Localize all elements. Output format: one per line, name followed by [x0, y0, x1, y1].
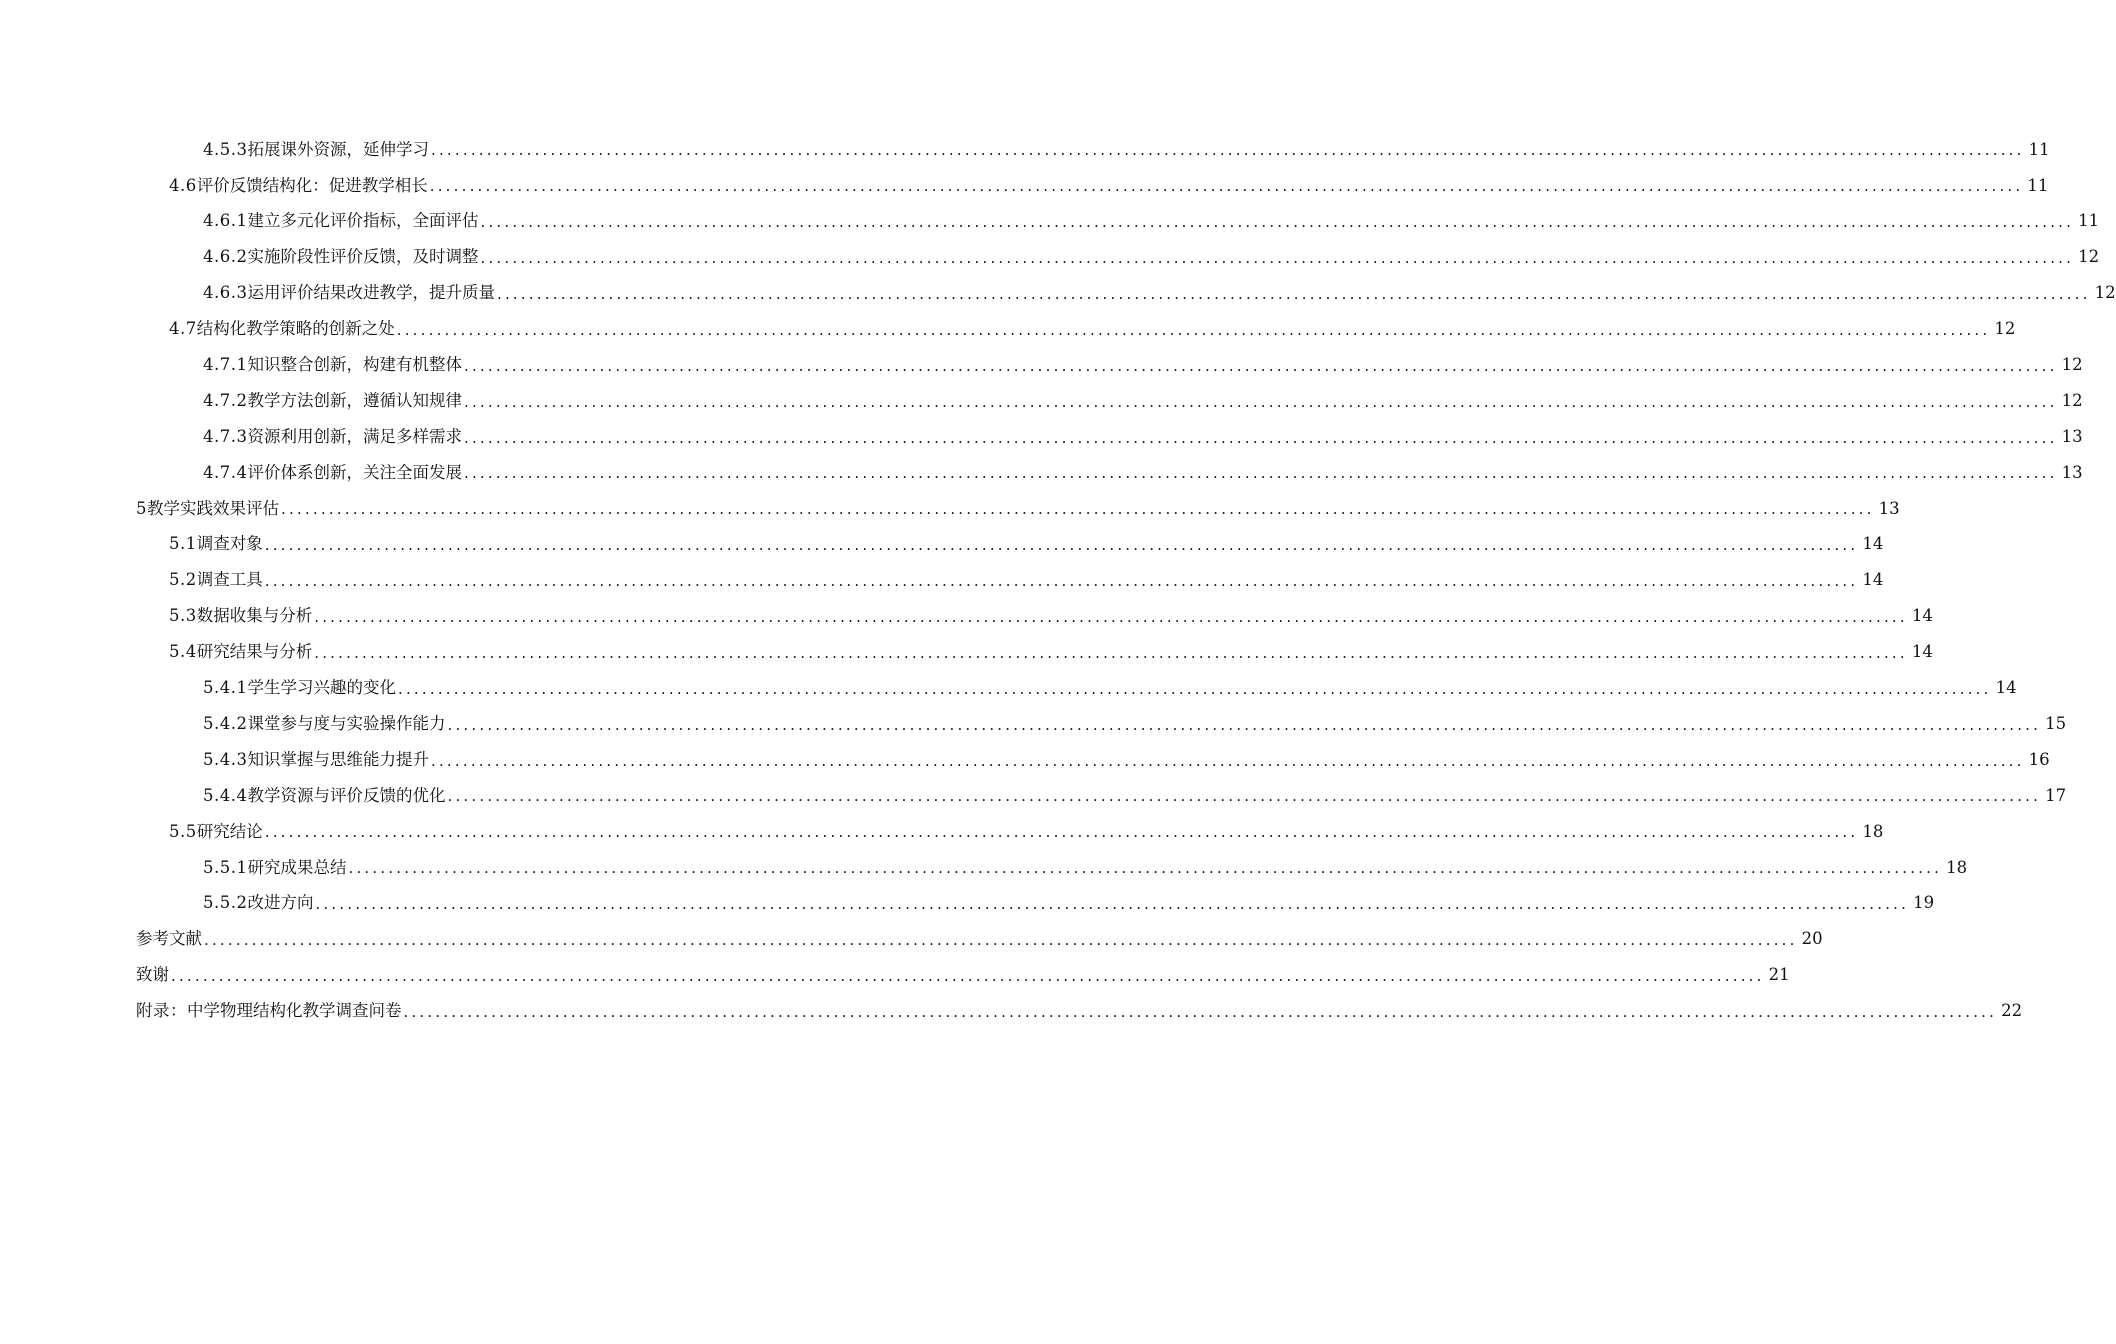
toc-entry[interactable]	[0, 455, 2083, 491]
toc-entry-title: 数据收集与分析	[196, 606, 313, 626]
toc-entry[interactable]	[0, 311, 2016, 347]
toc-dot-leader: ........................................................................................................................................................................................................	[264, 823, 1859, 842]
toc-dot-leader: ........................................................................................................................................................................................................	[264, 572, 1859, 591]
toc-entry[interactable]	[0, 168, 2049, 204]
toc-entry-number: 4.6.3	[203, 283, 248, 303]
toc-dot-leader: ........................................................................................................................................................................................................	[264, 536, 1859, 555]
toc-entry[interactable]	[0, 240, 2100, 276]
toc-entry-number: 5.1	[169, 534, 197, 554]
toc-entry-page-number: 12	[2061, 390, 2083, 410]
toc-dot-leader: ........................................................................................................................................................................................................	[480, 249, 2075, 268]
toc-entry[interactable]	[0, 527, 1884, 563]
toc-dot-leader: ........................................................................................................................................................................................................	[463, 428, 2058, 447]
toc-entry-title: 资源利用创新，满足多样需求	[247, 426, 462, 446]
toc-entry-number: 5.5.2	[203, 893, 248, 913]
toc-entry-page-number: 16	[2028, 749, 2050, 769]
toc-dot-leader: ........................................................................................................................................................................................................	[480, 213, 2075, 232]
toc-entry-number: 5.5	[169, 821, 197, 841]
toc-dot-leader: ........................................................................................................................................................................................................	[496, 285, 2091, 303]
toc-entry-title: 调查对象	[196, 534, 263, 554]
toc-entry-page-number: 12	[2078, 247, 2100, 267]
toc-entry-title: 教学方法创新，遵循认知规律	[247, 390, 462, 410]
toc-entry-page-number: 12	[2094, 283, 2116, 303]
toc-entry[interactable]	[0, 347, 2083, 383]
toc-entry[interactable]	[0, 599, 1933, 635]
toc-entry-title: 研究成果总结	[247, 857, 347, 877]
toc-entry-page-number: 14	[1911, 606, 1933, 626]
toc-entry-page-number: 13	[2061, 426, 2083, 446]
toc-dot-leader: ........................................................................................................................................................................................................	[171, 966, 1765, 985]
toc-entry[interactable]	[0, 204, 2100, 240]
toc-entry[interactable]	[0, 132, 2050, 168]
toc-entry-page-number: 14	[1862, 570, 1884, 590]
toc-entry[interactable]	[0, 993, 2023, 1029]
toc-entry[interactable]	[0, 886, 1935, 922]
toc-dot-leader: ........................................................................................................................................................................................................	[429, 177, 2024, 196]
toc-entry-number: 5.4.3	[203, 749, 248, 769]
toc-entry-number: 5	[136, 498, 147, 518]
toc-entry-page-number: 12	[2061, 355, 2083, 375]
toc-entry-number: 4.7.1	[203, 355, 248, 375]
toc-entry-title: 实施阶段性评价反馈，及时调整	[247, 247, 479, 267]
toc-dot-leader: ........................................................................................................................................................................................................	[314, 643, 1908, 662]
toc-entry-number: 5.2	[169, 570, 197, 590]
toc-entry-number: 4.7.2	[203, 390, 248, 410]
toc-dot-leader: ........................................................................................................................................................................................................	[396, 320, 1991, 339]
toc-entry-number: 4.7.3	[203, 426, 248, 446]
toc-entry-number: 5.4.1	[203, 678, 248, 698]
toc-entry-title: 知识整合创新，构建有机整体	[247, 355, 462, 375]
toc-entry-number: 4.6.1	[203, 211, 248, 231]
toc-entry-number: 5.4.2	[203, 713, 248, 733]
toc-dot-leader: ........................................................................................................................................................................................................	[314, 608, 1908, 627]
toc-entry[interactable]	[0, 670, 2017, 706]
toc-entry[interactable]	[0, 778, 2067, 814]
toc-entry-page-number: 19	[1913, 893, 1935, 913]
toc-entry-page-number: 18	[1946, 857, 1968, 877]
toc-entry-page-number: 11	[2028, 139, 2050, 159]
toc-dot-leader: ........................................................................................................................................................................................................	[281, 500, 1875, 519]
toc-entry-number: 4.5.3	[203, 139, 248, 159]
toc-dot-leader: ........................................................................................................................................................................................................	[315, 895, 1910, 914]
toc-entry-page-number: 15	[2045, 713, 2067, 733]
toc-entry[interactable]	[0, 957, 1790, 993]
toc-entry[interactable]	[0, 814, 1884, 850]
toc-entry-page-number: 12	[1994, 319, 2016, 339]
toc-entry[interactable]	[0, 563, 1884, 599]
toc-entry-page-number: 17	[2045, 785, 2067, 805]
toc-entry-number: 4.7	[169, 319, 197, 339]
toc-dot-leader: ........................................................................................................................................................................................................	[463, 356, 2058, 375]
toc-entry-title: 参考文献	[136, 929, 202, 949]
toc-entry-page-number: 13	[1878, 498, 1900, 518]
toc-dot-leader: ........................................................................................................................................................................................................	[447, 787, 2042, 806]
toc-entry-page-number: 20	[1801, 929, 1823, 949]
toc-entry-page-number: 13	[2061, 462, 2083, 482]
toc-entry-number: 4.6.2	[203, 247, 248, 267]
toc-entry-title: 拓展课外资源，延伸学习	[247, 139, 429, 159]
toc-entry-title: 教学资源与评价反馈的优化	[247, 785, 446, 805]
toc-entry-title: 评价体系创新，关注全面发展	[247, 462, 462, 482]
toc-entry-title: 结构化教学策略的创新之处	[196, 319, 395, 339]
toc-entry-number: 5.4.4	[203, 785, 248, 805]
toc-entry[interactable]	[0, 922, 1823, 958]
toc-dot-leader: ........................................................................................................................................................................................................	[403, 1002, 1998, 1021]
toc-entry-title: 运用评价结果改进教学，提升质量	[247, 283, 495, 303]
toc-dot-leader: ........................................................................................................................................................................................................	[397, 679, 1992, 698]
toc-entry-title: 教学实践效果评估	[147, 498, 279, 518]
toc-entry[interactable]	[0, 706, 2067, 742]
toc-entry-title: 知识掌握与思维能力提升	[247, 749, 429, 769]
toc-entry-page-number: 11	[2027, 175, 2049, 195]
toc-entry-number: 5.3	[169, 606, 197, 626]
toc-entry-number: 4.7.4	[203, 462, 248, 482]
toc-entry-page-number: 11	[2078, 211, 2100, 231]
toc-entry-title: 建立多元化评价指标，全面评估	[247, 211, 479, 231]
toc-entry-page-number: 14	[1862, 534, 1884, 554]
toc-entry[interactable]	[0, 276, 2116, 312]
toc-dot-leader: ........................................................................................................................................................................................................	[463, 392, 2058, 411]
toc-dot-leader: ........................................................................................................................................................................................................	[430, 141, 2025, 160]
toc-entry-title: 学生学习兴趣的变化	[247, 678, 396, 698]
toc-entry[interactable]	[0, 419, 2083, 455]
toc-entry-title: 课堂参与度与实验操作能力	[247, 713, 446, 733]
toc-dot-leader: ........................................................................................................................................................................................................	[348, 859, 1943, 878]
toc-entry-title: 改进方向	[247, 893, 314, 913]
table-of-contents	[0, 132, 2116, 1029]
toc-entry-page-number: 14	[1995, 678, 2017, 698]
toc-entry-title: 中学物理结构化教学调查问卷	[187, 1001, 402, 1021]
toc-entry-number: 4.6	[169, 175, 197, 195]
toc-entry-title: 研究结论	[196, 821, 263, 841]
toc-entry-page-number: 21	[1768, 965, 1790, 985]
toc-dot-leader: ........................................................................................................................................................................................................	[204, 931, 1798, 950]
toc-entry-title: 评价反馈结构化：促进教学相长	[196, 175, 428, 195]
toc-dot-leader: ........................................................................................................................................................................................................	[430, 751, 2025, 770]
toc-entry[interactable]	[0, 491, 1900, 527]
toc-entry-page-number: 14	[1911, 642, 1933, 662]
toc-entry-title: 调查工具	[196, 570, 263, 590]
toc-entry-number: 5.4	[169, 642, 197, 662]
toc-entry-title: 研究结果与分析	[196, 642, 313, 662]
toc-entry-title: 致谢	[136, 965, 169, 985]
toc-entry-number: 附录：	[136, 1001, 187, 1021]
toc-entry[interactable]	[0, 383, 2083, 419]
toc-entry[interactable]	[0, 634, 1933, 670]
toc-dot-leader: ........................................................................................................................................................................................................	[447, 715, 2042, 734]
toc-entry[interactable]	[0, 850, 1968, 886]
toc-entry-number: 5.5.1	[203, 857, 248, 877]
toc-entry-page-number: 22	[2001, 1001, 2023, 1021]
toc-entry[interactable]	[0, 742, 2050, 778]
toc-dot-leader: ........................................................................................................................................................................................................	[463, 464, 2058, 483]
toc-entry-page-number: 18	[1862, 821, 1884, 841]
